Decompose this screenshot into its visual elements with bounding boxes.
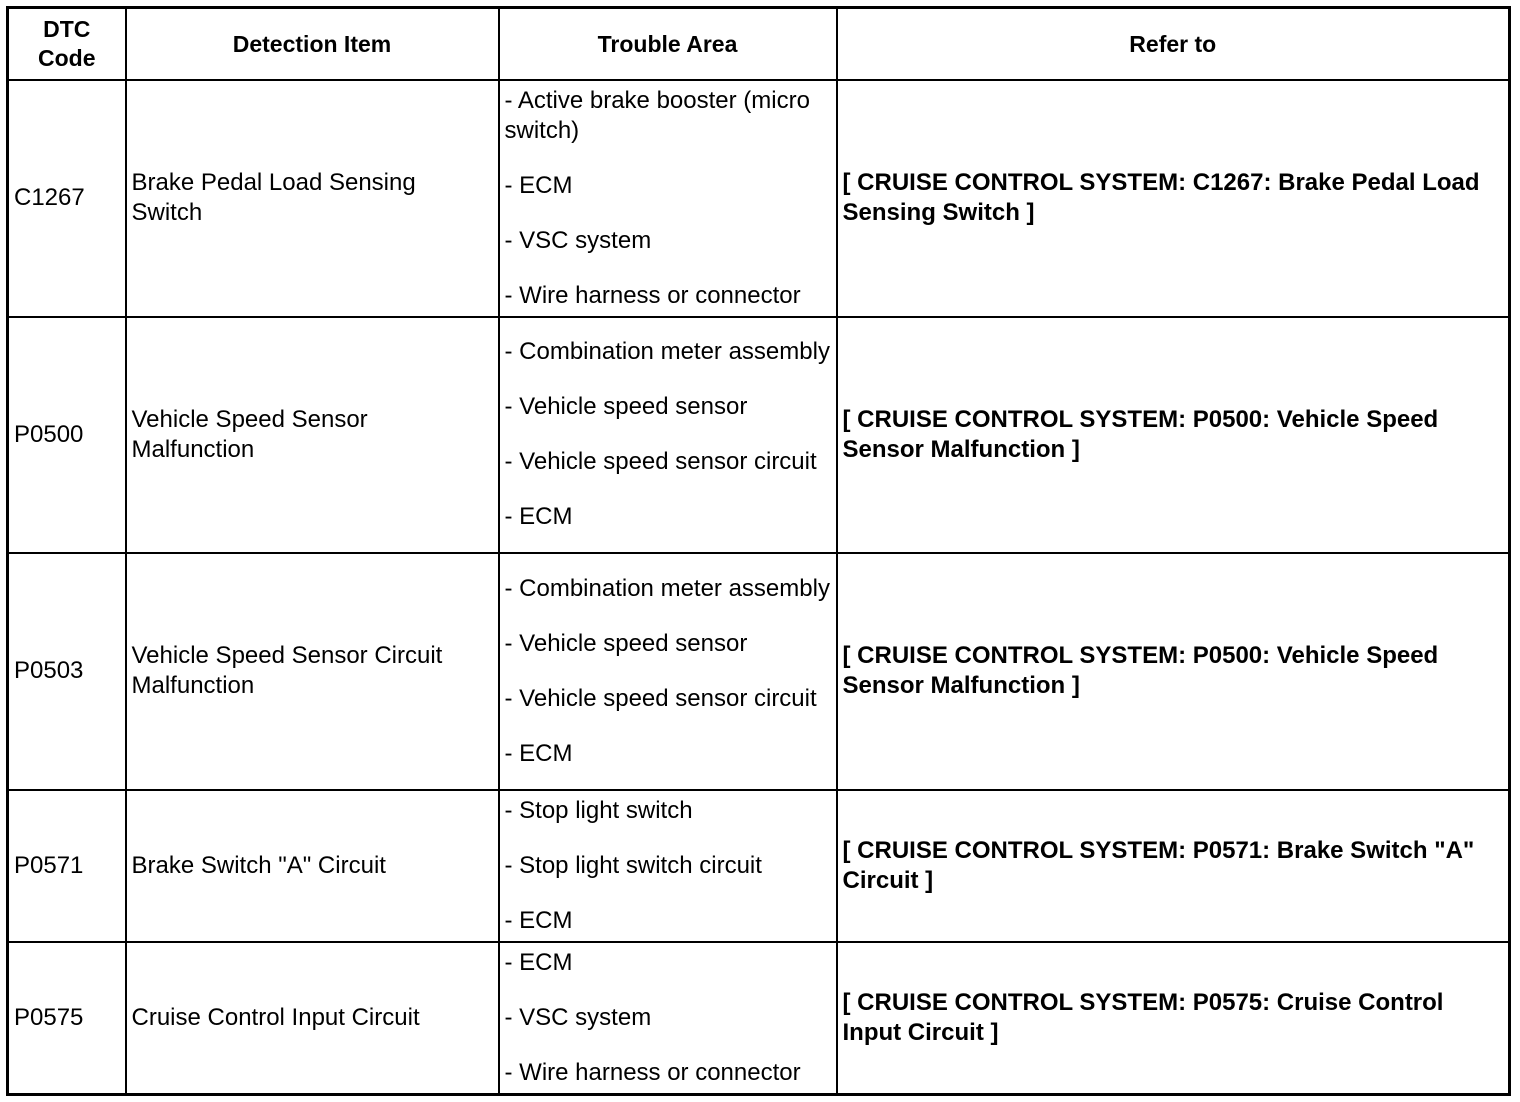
refer-to-link[interactable]: [ CRUISE CONTROL SYSTEM: P0500: Vehicle Speed Sensor Malfunction ]: [837, 553, 1510, 790]
table-row: [8, 317, 1510, 554]
header-trouble-area: Trouble Area: [499, 8, 837, 81]
detection-item: Vehicle Speed Sensor Circuit Malfunction: [126, 553, 499, 790]
trouble-area-item: - ECM: [504, 949, 573, 977]
refer-to-link[interactable]: [ CRUISE CONTROL SYSTEM: P0571: Brake Switch "A" Circuit ]: [837, 790, 1510, 942]
trouble-area-item: - ECM: [504, 171, 573, 199]
trouble-area-item: - Vehicle speed sensor: [504, 393, 748, 421]
trouble-area: [499, 317, 837, 554]
trouble-area: [499, 80, 837, 317]
trouble-area-item: - Stop light switch: [504, 796, 693, 824]
dtc-code: P0575: [8, 942, 126, 1094]
header-detection-item: Detection Item: [126, 8, 499, 81]
trouble-area-item: - Active brake booster (micro switch): [504, 86, 810, 144]
trouble-area-item: - ECM: [504, 906, 573, 934]
trouble-area-item: - Combination meter assembly: [504, 574, 830, 602]
trouble-area-item: - ECM: [504, 503, 573, 531]
trouble-area: [499, 942, 837, 1094]
refer-to-link[interactable]: [ CRUISE CONTROL SYSTEM: P0500: Vehicle Speed Sensor Malfunction ]: [837, 317, 1510, 554]
table-row: [8, 790, 1510, 942]
dtc-code: C1267: [8, 80, 126, 317]
trouble-area: [499, 553, 837, 790]
header-refer-to: Refer to: [837, 8, 1510, 81]
refer-to-link[interactable]: [ CRUISE CONTROL SYSTEM: C1267: Brake Pedal Load Sensing Switch ]: [837, 80, 1510, 317]
trouble-area-list: [505, 337, 831, 532]
trouble-area-item: - Stop light switch circuit: [504, 851, 762, 879]
trouble-area-list: [505, 948, 831, 1088]
table-row: [8, 553, 1510, 790]
detection-item: Vehicle Speed Sensor Malfunction: [126, 317, 499, 554]
trouble-area-item: - Vehicle speed sensor circuit: [504, 448, 817, 476]
trouble-area-item: - Vehicle speed sensor: [504, 629, 748, 657]
table-row: [8, 942, 1510, 1094]
trouble-area-item: - Combination meter assembly: [504, 338, 830, 366]
trouble-area-item: - ECM: [504, 739, 573, 767]
refer-to-link[interactable]: [ CRUISE CONTROL SYSTEM: P0575: Cruise Control Input Circuit ]: [837, 942, 1510, 1094]
dtc-code: P0500: [8, 317, 126, 554]
detection-item: Brake Pedal Load Sensing Switch: [126, 80, 499, 317]
detection-item: Brake Switch "A" Circuit: [126, 790, 499, 942]
trouble-area-item: - VSC system: [504, 1004, 652, 1032]
dtc-code: P0571: [8, 790, 126, 942]
trouble-area-list: [505, 574, 831, 769]
trouble-area-item: - VSC system: [504, 226, 652, 254]
table-row: [8, 80, 1510, 317]
trouble-area-item: - Wire harness or connector: [504, 1059, 801, 1087]
trouble-area-list: [505, 86, 831, 311]
table-header-row: [8, 8, 1510, 81]
dtc-table: [6, 6, 1511, 1096]
trouble-area: [499, 790, 837, 942]
trouble-area-item: - Wire harness or connector: [504, 281, 801, 309]
trouble-area-list: [505, 796, 831, 936]
header-dtc-code: DTC Code: [8, 8, 126, 81]
detection-item: Cruise Control Input Circuit: [126, 942, 499, 1094]
dtc-code: P0503: [8, 553, 126, 790]
trouble-area-item: - Vehicle speed sensor circuit: [504, 684, 817, 712]
